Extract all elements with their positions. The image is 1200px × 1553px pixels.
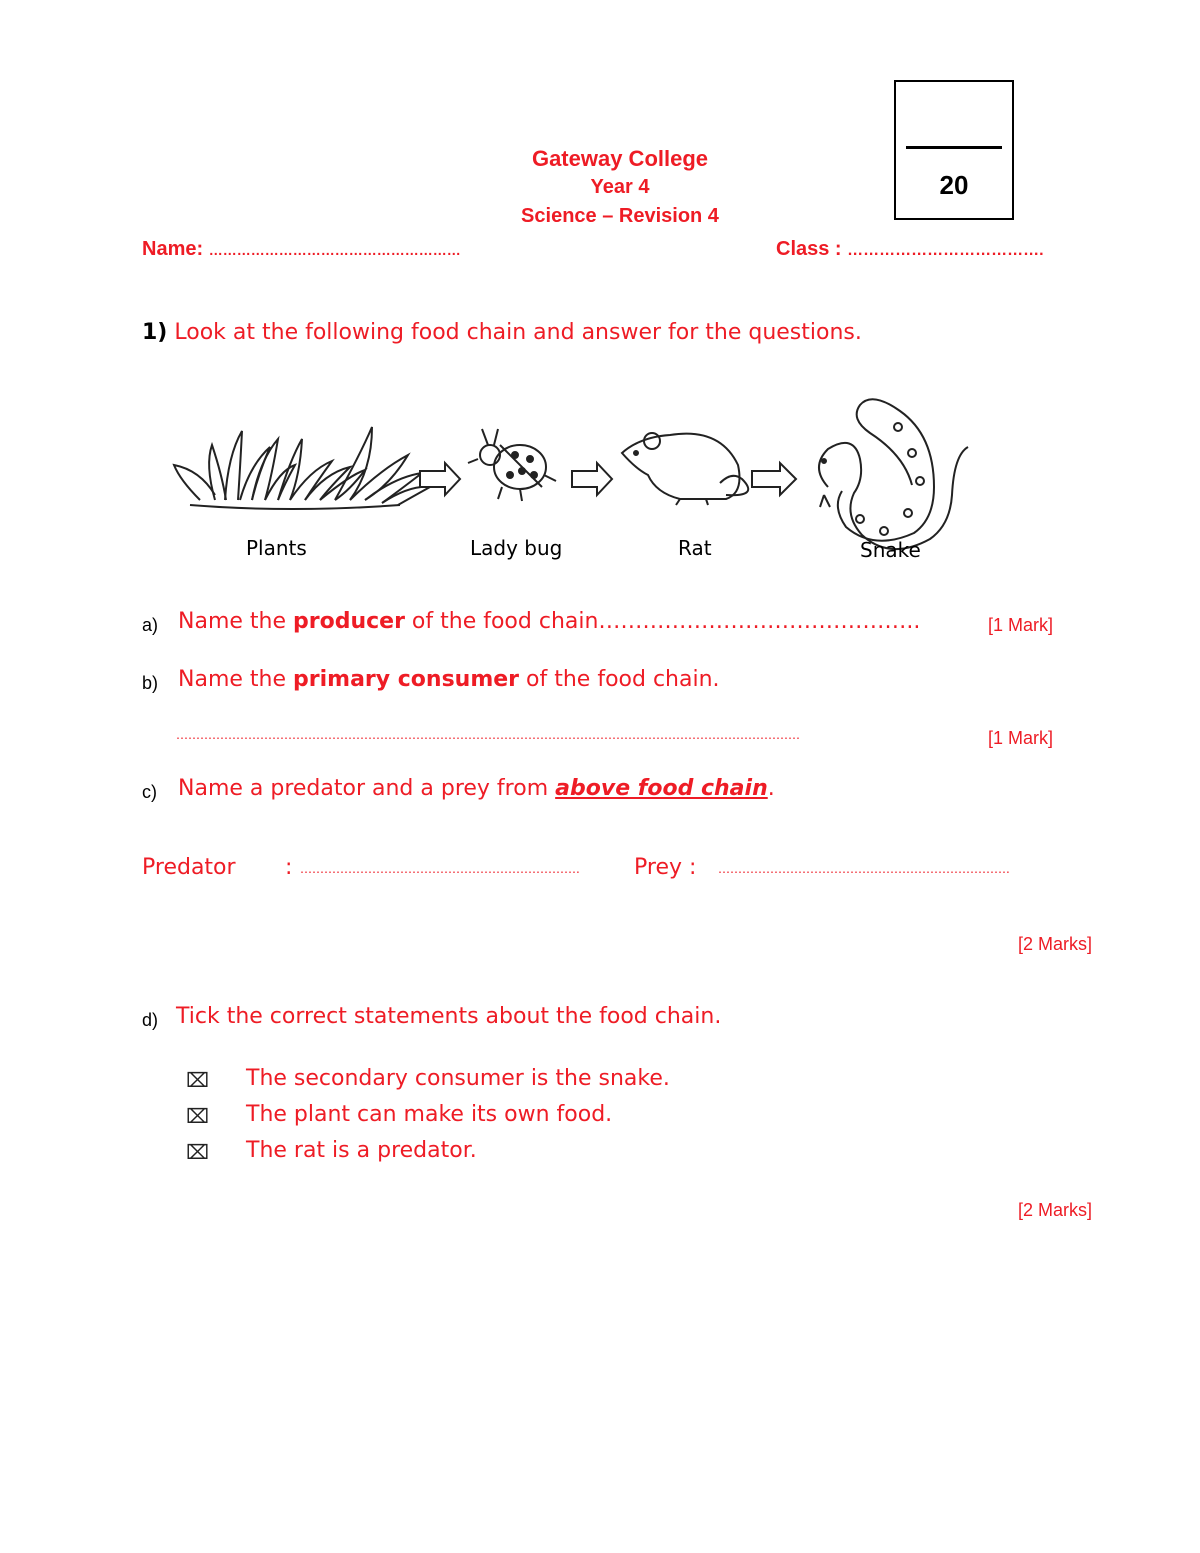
plants-drawing bbox=[174, 427, 430, 509]
checkbox-icon[interactable]: ⌧ bbox=[186, 1140, 210, 1164]
statement-text: The plant can make its own food. bbox=[246, 1102, 613, 1127]
chain-label-snake: Snake bbox=[860, 538, 921, 562]
statement-text: The rat is a predator. bbox=[246, 1138, 477, 1163]
question-d-mark: [2 Marks] bbox=[1018, 1200, 1093, 1220]
prey-dots: ………………………………………………………………. bbox=[718, 862, 1010, 876]
chain-label-plants: Plants bbox=[246, 536, 307, 560]
class-dots: ………………………………. bbox=[847, 242, 1044, 259]
snake-drawing bbox=[819, 399, 968, 549]
name-line bbox=[142, 238, 461, 261]
question-1-text: Look at the following food chain and answer for the questions. bbox=[174, 320, 862, 345]
question-a-pre: Name the bbox=[178, 609, 293, 634]
question-b-post: of the food chain. bbox=[519, 667, 720, 692]
question-1-number: 1) bbox=[142, 320, 168, 345]
question-b-pre: Name the bbox=[178, 667, 293, 692]
question-a-bold: producer bbox=[293, 609, 405, 634]
question-b-bold: primary consumer bbox=[293, 667, 520, 692]
question-1 bbox=[142, 320, 862, 345]
question-b-letter: b) bbox=[142, 673, 159, 693]
rat-drawing bbox=[622, 433, 748, 505]
class-line bbox=[776, 238, 1044, 261]
question-c-emph: above food chain bbox=[555, 776, 768, 801]
checkbox-icon[interactable]: ⌧ bbox=[186, 1104, 210, 1128]
question-c-mark: [2 Marks] bbox=[1018, 934, 1093, 954]
question-a-text bbox=[178, 609, 920, 634]
question-d-text: Tick the correct statements about the food chain. bbox=[176, 1004, 722, 1029]
name-label: Name: bbox=[142, 238, 204, 260]
predator-colon: : bbox=[285, 855, 293, 880]
subject-title: Science – Revision 4 bbox=[521, 205, 719, 227]
question-b-answer-dots: ………………………………………………………………………………………………………………………………………… bbox=[176, 728, 800, 742]
school-title: Gateway College bbox=[531, 146, 709, 171]
question-b-mark: [1 Mark] bbox=[988, 728, 1054, 748]
score-line bbox=[906, 146, 1002, 149]
predator-label: Predator bbox=[142, 855, 236, 880]
score-total: 20 bbox=[939, 170, 969, 200]
question-d-letter: d) bbox=[142, 1010, 159, 1030]
ladybug-drawing bbox=[468, 429, 556, 501]
question-c-letter: c) bbox=[142, 782, 157, 802]
prey-label: Prey : bbox=[634, 855, 697, 880]
year-title: Year 4 bbox=[590, 176, 650, 198]
name-dots: ……………………………………………… bbox=[208, 242, 461, 258]
question-a-mark: [1 Mark] bbox=[988, 615, 1054, 635]
question-a-post: of the food chain…………………………………….. bbox=[404, 609, 921, 634]
class-label: Class : bbox=[776, 238, 842, 260]
arrow-3 bbox=[752, 463, 796, 495]
arrow-2 bbox=[572, 463, 612, 495]
question-c-pre: Name a predator and a prey from bbox=[178, 776, 556, 801]
question-a-letter: a) bbox=[142, 615, 159, 635]
score-box bbox=[894, 80, 1014, 220]
question-c-post: . bbox=[767, 776, 775, 801]
checkbox-icon[interactable]: ⌧ bbox=[186, 1068, 210, 1092]
statement-text: The secondary consumer is the snake. bbox=[246, 1066, 670, 1091]
chain-label-rat: Rat bbox=[678, 536, 712, 560]
question-c-text bbox=[178, 776, 775, 801]
food-chain-illustration bbox=[160, 375, 990, 575]
question-b-text bbox=[178, 667, 720, 692]
chain-label-ladybug: Lady bug bbox=[470, 536, 563, 560]
predator-dots: ……………………………………………………………. bbox=[300, 862, 580, 876]
